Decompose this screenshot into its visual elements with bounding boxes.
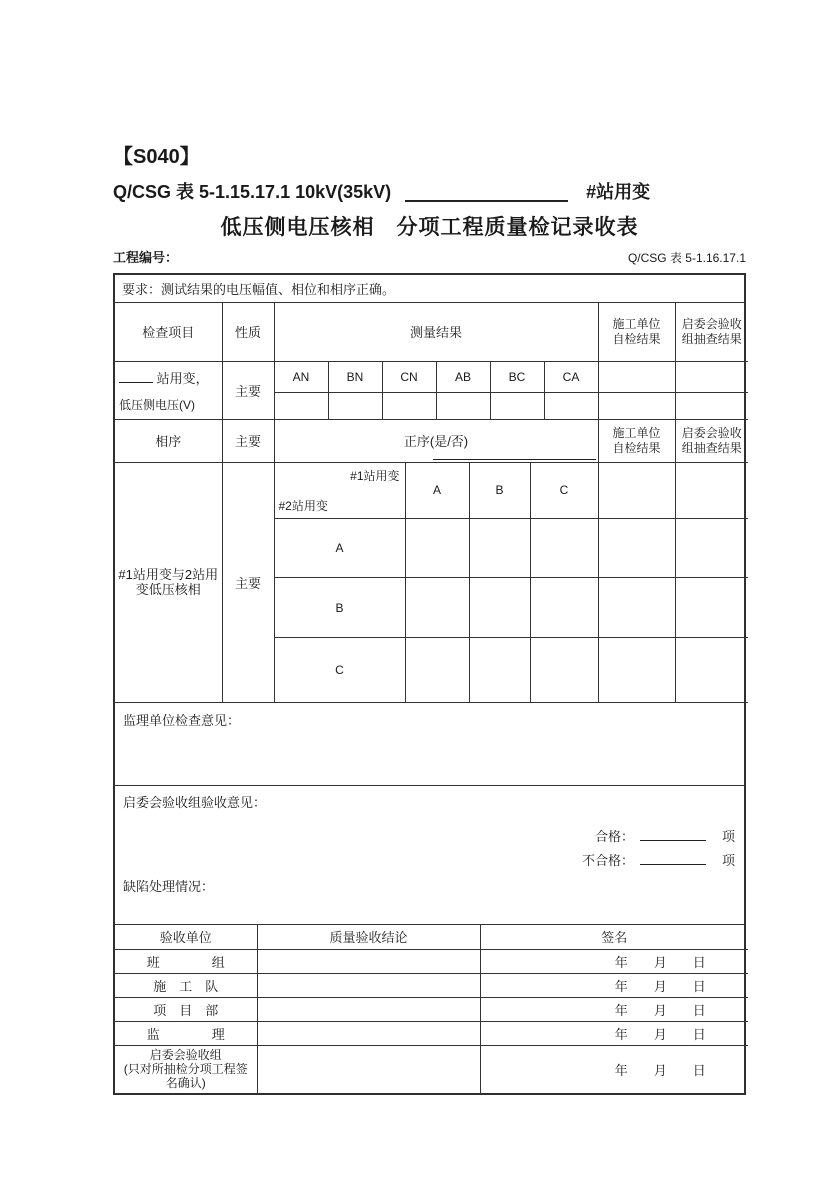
defect-handling-label: 缺陷处理情况： bbox=[123, 879, 215, 894]
conclusion-cell bbox=[257, 949, 480, 973]
qualified-count-fill-line bbox=[640, 829, 706, 841]
supervisor-opinion-label: 监理单位检查意见： bbox=[123, 713, 241, 728]
matrix-value-cell bbox=[469, 519, 530, 578]
form-ref: Q/CSG 表 5-1.16.17.1 bbox=[627, 251, 746, 265]
station-number-fill-line bbox=[405, 200, 568, 202]
phase-value-cell bbox=[490, 393, 544, 420]
unit-cell-project-dept: 项 目 部 bbox=[115, 997, 257, 1021]
unit-cell-supervisor: 监 理 bbox=[115, 1021, 257, 1045]
supervisor-opinion-box bbox=[115, 703, 744, 786]
phase-value-cell bbox=[328, 393, 382, 420]
voltage-nature-cell: 主要 bbox=[222, 362, 274, 420]
sign-date-cell: 年 月 日 bbox=[480, 949, 748, 973]
sign-date-cell: 年 月 日 bbox=[480, 997, 748, 1021]
unit-cell-crew: 施 工 队 bbox=[115, 973, 257, 997]
voltage-self-check-cell bbox=[598, 362, 675, 393]
matrix-spot-check-cell bbox=[675, 578, 748, 638]
unqualified-count-fill-line bbox=[640, 853, 706, 865]
phase-seq-label: 相序 bbox=[115, 420, 222, 462]
record-table bbox=[113, 273, 746, 1095]
phase-head-ab: AB bbox=[436, 362, 490, 393]
matrix-value-cell bbox=[405, 519, 469, 578]
matrix-value-cell bbox=[530, 578, 598, 638]
matrix-item-cell: #1站用变与2站用 变低压核相 bbox=[115, 463, 222, 703]
sign-header-signature: 签名 bbox=[480, 925, 748, 949]
phase-value-cell bbox=[544, 393, 598, 420]
phase-head-cn: CN bbox=[382, 362, 436, 393]
acceptance-opinion-box bbox=[115, 786, 744, 925]
matrix-value-cell bbox=[469, 578, 530, 638]
matrix-value-cell bbox=[405, 578, 469, 638]
sign-date-cell: 年 月 日 bbox=[480, 973, 748, 997]
phase-head-an: AN bbox=[274, 362, 328, 393]
qualified-line: 合格： 项 bbox=[594, 829, 735, 844]
requirement-text: 要求：测试结果的电压幅值、相位和相序正确。 bbox=[122, 282, 396, 297]
phase-seq-fill-line bbox=[433, 459, 596, 460]
col-header-nature: 性质 bbox=[222, 303, 274, 361]
phase-value-cell bbox=[274, 393, 328, 420]
col-header-item: 检查项目 bbox=[115, 303, 222, 361]
phase-head-bc: BC bbox=[490, 362, 544, 393]
matrix-row-head-a: A bbox=[274, 519, 405, 578]
matrix-self-check-cell bbox=[598, 463, 675, 519]
conclusion-cell bbox=[257, 1021, 480, 1045]
project-row bbox=[113, 246, 746, 266]
form-line-row bbox=[113, 174, 746, 204]
matrix-table bbox=[115, 463, 748, 704]
acceptance-opinion-label: 启委会验收组验收意见： bbox=[123, 795, 267, 810]
page-content bbox=[113, 140, 746, 1095]
phase-seq-spot-check-cell: 启委会验收 组抽查结果 bbox=[675, 420, 748, 462]
unit-cell-acceptance-group: 启委会验收组 (只对所抽检分项工程签名确认) bbox=[115, 1045, 257, 1093]
voltage-table bbox=[115, 362, 748, 421]
matrix-col-head-a: A bbox=[405, 463, 469, 519]
matrix-nature-cell: 主要 bbox=[222, 463, 274, 703]
form-code: 【S040】 bbox=[113, 146, 200, 168]
header-table bbox=[115, 303, 748, 362]
form-line-text: Q/CSG 表 5-1.15.17.1 10kV(35kV) bbox=[113, 182, 392, 202]
matrix-spot-check-cell bbox=[675, 463, 748, 519]
sign-header-conclusion: 质量验收结论 bbox=[257, 925, 480, 949]
matrix-value-cell bbox=[469, 638, 530, 703]
doc-title: 低压侧电压核相 分项工程质量检记录收表 bbox=[220, 216, 639, 239]
sign-date-cell: 年 月 日 bbox=[614, 1062, 706, 1078]
matrix-value-cell bbox=[405, 638, 469, 703]
matrix-col-head-c: C bbox=[530, 463, 598, 519]
matrix-corner-cell bbox=[274, 463, 405, 519]
matrix-value-cell bbox=[530, 638, 598, 703]
conclusion-cell bbox=[257, 1045, 480, 1093]
unit-cell-team: 班 组 bbox=[115, 949, 257, 973]
corner-top-label: #1站用变 bbox=[350, 468, 400, 483]
phase-head-ca: CA bbox=[544, 362, 598, 393]
matrix-col-head-b: B bbox=[469, 463, 530, 519]
station-id-fill-line bbox=[119, 370, 153, 382]
requirement-row bbox=[115, 275, 744, 303]
phase-head-bn: BN bbox=[328, 362, 382, 393]
matrix-self-check-cell bbox=[598, 578, 675, 638]
voltage-item-cell: 站用变， 低压侧电压(V) bbox=[115, 362, 222, 420]
matrix-self-check-cell bbox=[598, 519, 675, 578]
col-header-self-check: 施工单位 自检结果 bbox=[598, 303, 675, 361]
conclusion-cell bbox=[257, 973, 480, 997]
matrix-value-cell bbox=[530, 519, 598, 578]
phase-seq-self-check-cell: 施工单位 自检结果 bbox=[598, 420, 675, 462]
phase-seq-nature-cell: 主要 bbox=[222, 420, 274, 462]
phase-seq-result-cell: 正序(是/否) bbox=[274, 420, 598, 462]
matrix-row-head-c: C bbox=[274, 638, 405, 703]
voltage-self-check-value-cell bbox=[598, 393, 675, 420]
sign-header-unit: 验收单位 bbox=[115, 925, 257, 949]
matrix-self-check-cell bbox=[598, 638, 675, 703]
col-header-result: 测量结果 bbox=[274, 303, 598, 361]
matrix-spot-check-cell bbox=[675, 638, 748, 703]
col-header-spot-check: 启委会验收 组抽查结果 bbox=[675, 303, 748, 361]
phase-seq-table bbox=[115, 420, 748, 463]
phase-value-cell bbox=[382, 393, 436, 420]
voltage-spot-check-cell bbox=[675, 362, 748, 393]
phase-value-cell bbox=[436, 393, 490, 420]
matrix-spot-check-cell bbox=[675, 519, 748, 578]
station-suffix: #站用变 bbox=[586, 182, 651, 202]
voltage-spot-check-value-cell bbox=[675, 393, 748, 420]
sign-table bbox=[115, 925, 748, 1093]
corner-bottom-label: #2站用变 bbox=[278, 499, 328, 513]
conclusion-cell bbox=[257, 997, 480, 1021]
project-no-label: 工程编号： bbox=[113, 250, 179, 265]
matrix-row-head-b: B bbox=[274, 578, 405, 638]
sign-date-cell: 年 月 日 bbox=[480, 1021, 748, 1045]
unqualified-line: 不合格： 项 bbox=[581, 853, 735, 868]
